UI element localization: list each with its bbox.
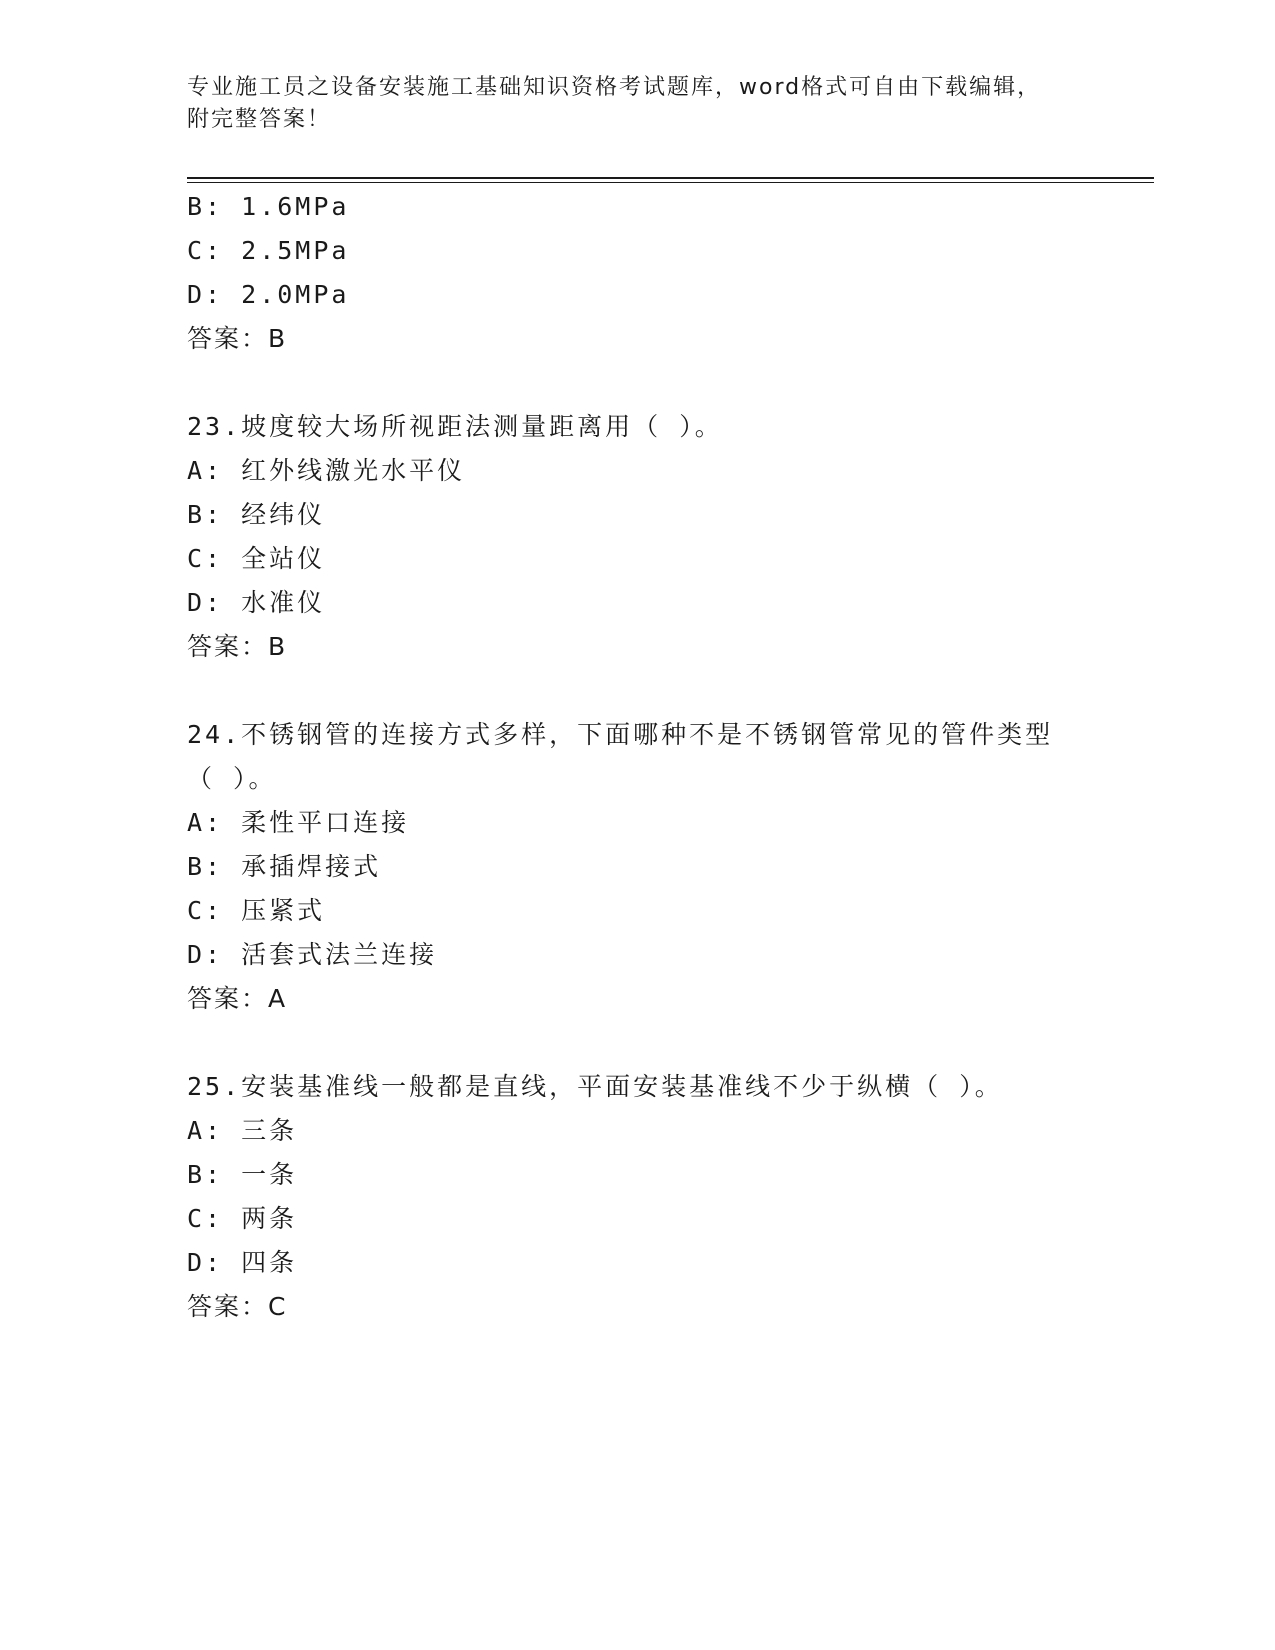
answer: 答案：C	[187, 1292, 288, 1321]
question-text: 25.安装基准线一般都是直线，平面安装基准线不少于纵横（ ）。	[187, 1072, 1003, 1101]
option-b: B: 承插焊接式	[187, 852, 382, 881]
header-text	[187, 72, 1087, 136]
option-a: A: 三条	[187, 1116, 298, 1145]
option-b: B: 1.6MPa	[187, 192, 350, 221]
option-c: C: 2.5MPa	[187, 236, 350, 265]
option-a: A: 红外线激光水平仪	[187, 456, 466, 485]
option-d: D: 2.0MPa	[187, 280, 350, 309]
option-d: D: 活套式法兰连接	[187, 940, 438, 969]
answer: 答案：B	[187, 632, 288, 661]
answer: 答案：A	[187, 984, 288, 1013]
option-d: D: 水准仪	[187, 588, 326, 617]
question-text-line-2: （ ）。	[187, 764, 277, 793]
option-c: C: 两条	[187, 1204, 298, 1233]
question-text: 23.坡度较大场所视距法测量距离用（ ）。	[187, 412, 723, 441]
option-b: B: 一条	[187, 1160, 298, 1189]
option-b: B: 经纬仪	[187, 500, 326, 529]
option-c: C: 压紧式	[187, 896, 326, 925]
option-a: A: 柔性平口连接	[187, 808, 410, 837]
header-divider-thick	[187, 177, 1154, 179]
answer: 答案：B	[187, 324, 288, 353]
option-d: D: 四条	[187, 1248, 298, 1277]
header-line-2: 附完整答案！	[187, 107, 332, 132]
question-text-line-1: 24.不锈钢管的连接方式多样，下面哪种不是不锈钢管常见的管件类型	[187, 720, 1054, 749]
header-line-1: 专业施工员之设备安装施工基础知识资格考试题库，word格式可自由下载编辑，	[187, 75, 1042, 100]
option-c: C: 全站仪	[187, 544, 326, 573]
header-divider-thin	[187, 182, 1154, 183]
